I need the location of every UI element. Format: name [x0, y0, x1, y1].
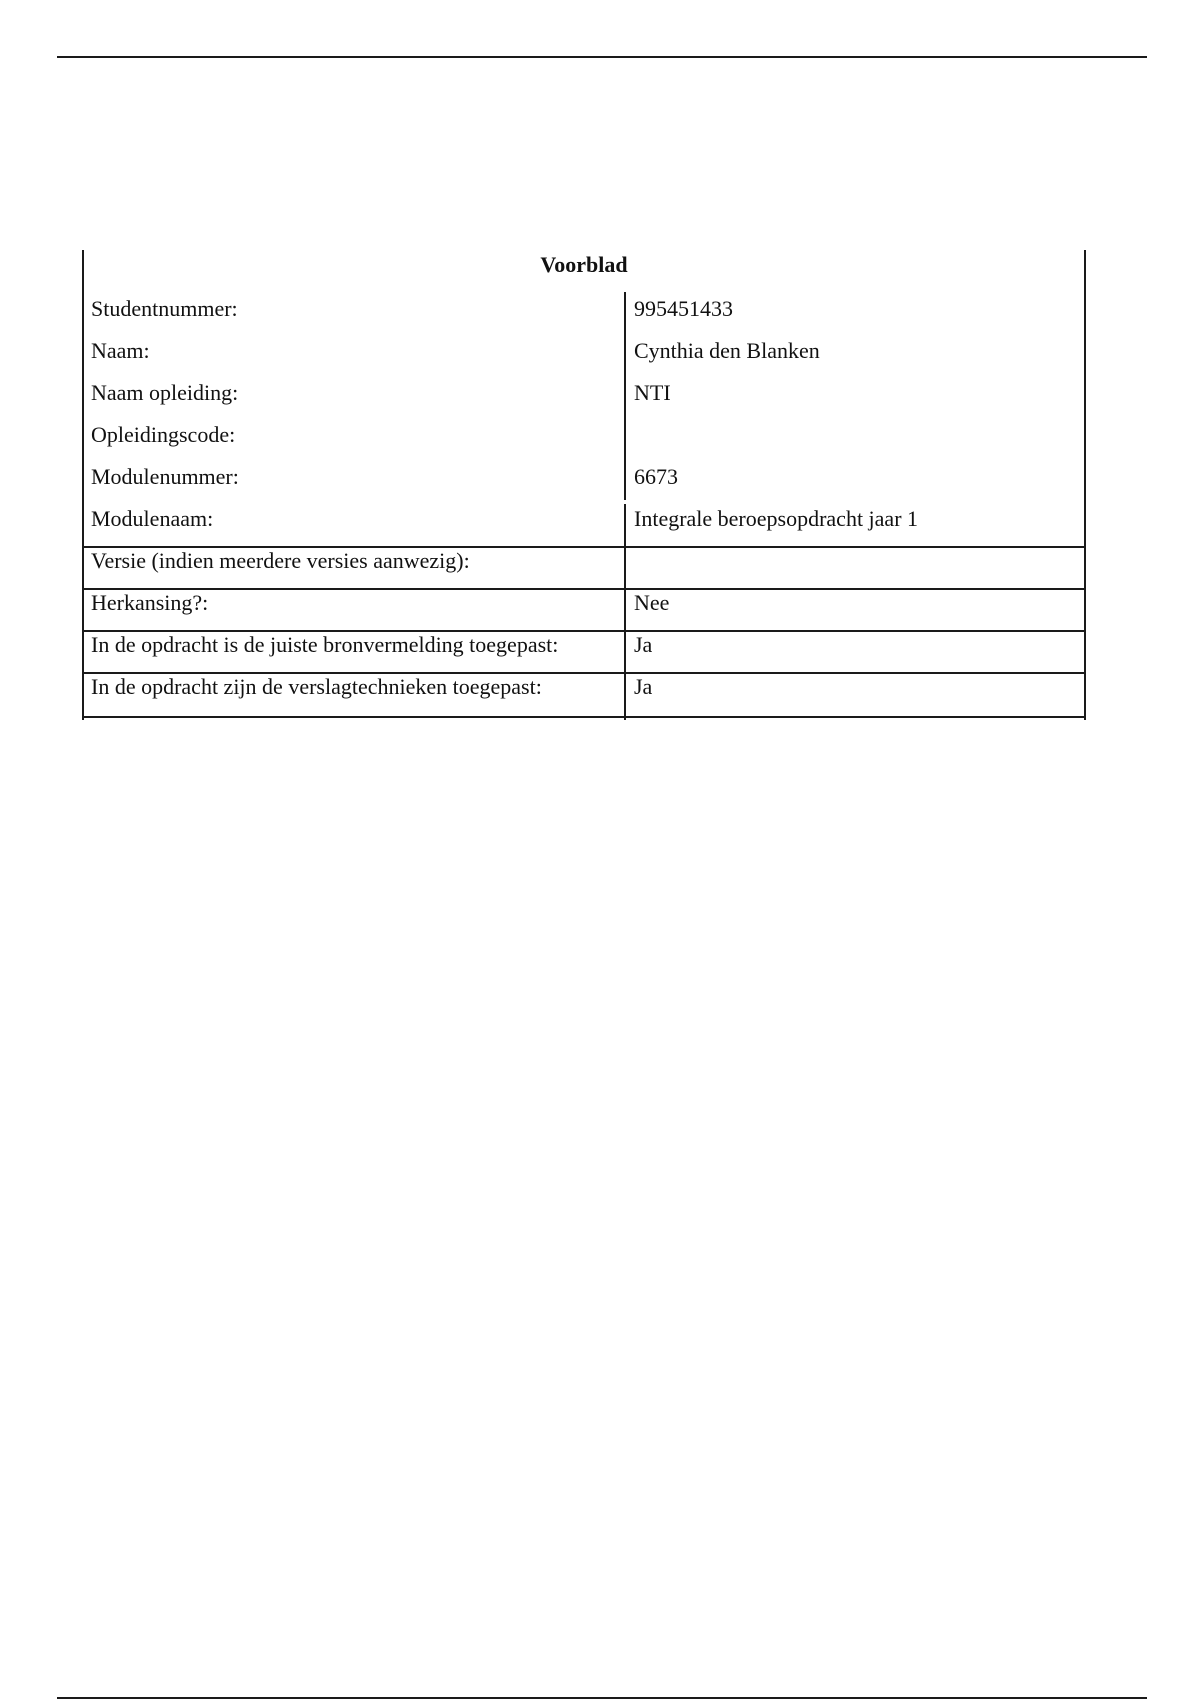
verslagtechnieken-value: Ja: [634, 674, 653, 699]
table-border-left: [82, 250, 84, 720]
naam-opleiding-value: NTI: [634, 380, 671, 405]
cover-title: Voorblad: [540, 252, 628, 277]
header-rule: [57, 56, 1147, 58]
naam-opleiding-label: Naam opleiding:: [91, 380, 239, 405]
opleidingscode-label: Opleidingscode:: [91, 422, 236, 447]
row-divider: [82, 588, 1086, 590]
footer-rule: [57, 1697, 1147, 1699]
naam-label: Naam:: [91, 338, 150, 363]
modulenaam-label: Modulenaam:: [91, 506, 214, 531]
column-divider-lower: [624, 504, 626, 720]
bronvermelding-label: In de opdracht is de juiste bronvermelding toegepast:: [91, 632, 559, 657]
table-border-right: [1084, 250, 1086, 720]
versie-label: Versie (indien meerdere versies aanwezig):: [91, 548, 470, 573]
studentnummer-label: Studentnummer:: [91, 296, 238, 321]
bronvermelding-value: Ja: [634, 632, 653, 657]
naam-value: Cynthia den Blanken: [634, 338, 820, 363]
herkansing-label: Herkansing?:: [91, 590, 209, 615]
modulenummer-label: Modulenummer:: [91, 464, 239, 489]
modulenummer-value: 6673: [634, 464, 678, 489]
herkansing-value: Nee: [634, 590, 670, 615]
modulenaam-value: Integrale beroepsopdracht jaar 1: [634, 506, 919, 531]
studentnummer-value: 995451433: [634, 296, 733, 321]
table-border-bottom: [82, 716, 1086, 718]
verslagtechnieken-label: In de opdracht zijn de verslagtechnieken toegepast:: [91, 674, 542, 699]
column-divider-upper: [624, 292, 626, 500]
